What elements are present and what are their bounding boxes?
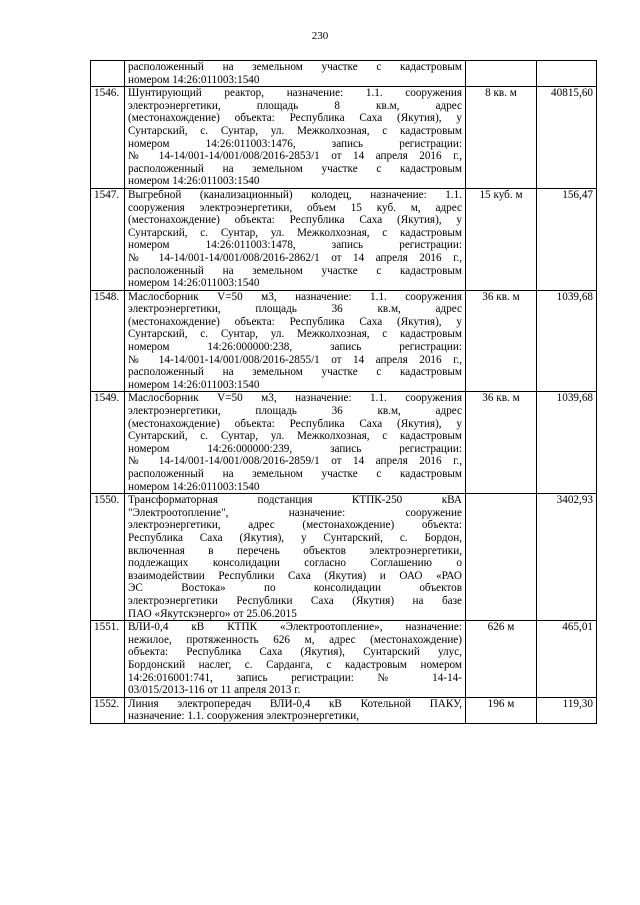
table-row <box>91 290 597 392</box>
description-line: расположенный на земельном участке с кадастровым <box>128 366 462 379</box>
description-line: электроэнергетики, площадь 36 кв.м, адрес <box>128 405 462 418</box>
description-line: номером 14:26:011003:1540 <box>128 277 260 290</box>
description-line: номером 14:26:011003:1540 <box>128 378 260 391</box>
object-quantity: 8 кв. м <box>466 87 537 189</box>
row-number: 1547. <box>91 188 125 290</box>
table-row <box>91 494 597 621</box>
table-row <box>91 697 597 723</box>
description-line: номером 14:26:011003:1540 <box>128 480 260 493</box>
description-line: ПАО «Якутскэнерго» от 25.06.2015 <box>128 607 297 620</box>
description-line: Линия электропередач ВЛИ-0,4 кВ Котельной ПАКУ, <box>128 697 462 710</box>
description-line: Сунтарский, с. Сунтар, ул. Межколхозная, с кадастровым <box>128 226 462 239</box>
description-line: электроэнергетики, адрес (местонахождение) объекта: <box>128 519 462 532</box>
description-line: расположенный на земельном участке с кадастровым <box>128 162 462 175</box>
object-description <box>125 697 466 723</box>
description-line: Сунтарский, с. Сунтар, ул. Межколхозная, с кадастровым <box>128 328 462 341</box>
object-cost: 465,01 <box>537 621 597 698</box>
description-line: расположенный на земельном участке с кадастровым <box>128 264 462 277</box>
registry-table-body <box>91 61 597 724</box>
object-description <box>125 188 466 290</box>
description-line: подлежащих консолидации согласно Соглашению о <box>128 557 462 570</box>
object-description <box>125 87 466 189</box>
object-quantity: 36 кв. м <box>466 290 537 392</box>
object-cost: 156,47 <box>537 188 597 290</box>
description-line: "Электроотопление", назначение: сооружение <box>128 506 462 519</box>
description-line: нежилое, протяженность 626 м, адрес (местонахождение) <box>128 633 462 646</box>
description-line: номером 14:26:011003:1540 <box>128 175 260 188</box>
description-line: (местонахождение) объекта: Республика Саха (Якутия), у <box>128 417 462 430</box>
description-line: назначение: 1.1. сооружения электроэнергетики, <box>128 710 360 723</box>
description-line: Республика Саха (Якутия), у Сунтарский, с. Бордон, <box>128 531 462 544</box>
object-quantity <box>466 61 537 87</box>
row-number: 1548. <box>91 290 125 392</box>
description-line: ВЛИ-0,4 кВ КТПК «Электроотопление», назначение: <box>128 621 462 634</box>
page-number: 230 <box>311 30 329 42</box>
description-line: ЭС Востока» по консолидации объектов <box>128 582 462 595</box>
description-line: сооружения электроэнергетики, объем 15 куб. м, адрес <box>128 201 462 214</box>
description-line: номером 14:26:000000:238, запись регистрации: <box>128 341 462 354</box>
object-quantity: 196 м <box>466 697 537 723</box>
table-row <box>91 87 597 189</box>
table-row <box>91 61 597 87</box>
description-line: Маслосборник V=50 м3, назначение: 1.1. сооружения <box>128 392 462 405</box>
object-cost: 1039,68 <box>537 392 597 494</box>
description-line: электроэнергетики Республики Саха (Якутия) на базе <box>128 594 462 607</box>
description-line: объекта: Республика Саха (Якутия), Сунтарский улус, <box>128 646 462 659</box>
row-number: 1552. <box>91 697 125 723</box>
object-quantity: 36 кв. м <box>466 392 537 494</box>
description-line: № 14-14/001-14/001/008/2016-2853/1 от 14 апреля 2016 г., <box>128 150 462 163</box>
description-line: номером 14:26:000000:239, запись регистрации: <box>128 442 462 455</box>
row-number <box>91 61 125 87</box>
table-row <box>91 621 597 698</box>
table-row <box>91 392 597 494</box>
description-line: 14:26:016001:741, запись регистрации: № 14-14- <box>128 671 462 684</box>
object-cost: 3402,93 <box>537 494 597 621</box>
object-cost: 1039,68 <box>537 290 597 392</box>
object-cost: 119,30 <box>537 697 597 723</box>
description-line: Сунтарский, с. Сунтар, ул. Межколхозная, с кадастровым <box>128 124 462 137</box>
object-description <box>125 621 466 698</box>
description-line: Бордонский наслег, с. Сарданга, с кадастровым номером <box>128 658 462 671</box>
description-line: № 14-14/001-14/001/008/2016-2862/1 от 14 апреля 2016 г., <box>128 251 462 264</box>
description-line: № 14-14/001-14/001/008/2016-2855/1 от 14 апреля 2016 г., <box>128 353 462 366</box>
object-quantity: 15 куб. м <box>466 188 537 290</box>
object-cost <box>537 61 597 87</box>
object-quantity <box>466 494 537 621</box>
description-line: 03/015/2013-116 от 11 апреля 2013 г. <box>128 684 301 697</box>
description-line: Маслосборник V=50 м3, назначение: 1.1. сооружения <box>128 290 462 303</box>
description-line: Шунтирующий реактор, назначение: 1.1. сооружения <box>128 87 462 100</box>
description-line: расположенный на земельном участке с кадастровым <box>128 61 462 73</box>
table-row <box>91 188 597 290</box>
description-line: номером 14:26:011003:1540 <box>128 73 260 86</box>
description-line: расположенный на земельном участке с кадастровым <box>128 468 462 480</box>
description-line: (местонахождение) объекта: Республика Саха (Якутия), у <box>128 214 462 227</box>
row-number: 1546. <box>91 87 125 189</box>
object-description <box>125 494 466 621</box>
description-line: Сунтарский, с. Сунтар, ул. Межколхозная, с кадастровым <box>128 430 462 443</box>
description-line: электроэнергетики, площадь 8 кв.м, адрес <box>128 99 462 112</box>
object-description <box>125 61 466 87</box>
object-description <box>125 290 466 392</box>
description-line: включенная в перечень объектов электроэнергетики, <box>128 544 462 557</box>
object-quantity: 626 м <box>466 621 537 698</box>
description-line: номером 14:26:011003:1478, запись регистрации: <box>128 239 462 252</box>
row-number: 1551. <box>91 621 125 698</box>
description-line: электроэнергетики, площадь 36 кв.м, адрес <box>128 303 462 316</box>
description-line: Выгребной (канализационный) колодец, назначение: 1.1. <box>128 188 462 201</box>
object-cost: 40815,60 <box>537 87 597 189</box>
description-line: (местонахождение) объекта: Республика Саха (Якутия), у <box>128 315 462 328</box>
registry-table <box>90 60 597 724</box>
row-number: 1549. <box>91 392 125 494</box>
description-line: Трансформаторная подстанция КТПК-250 кВА <box>128 494 462 507</box>
description-line: № 14-14/001-14/001/008/2016-2859/1 от 14 апреля 2016 г., <box>128 455 462 468</box>
object-description <box>125 392 466 494</box>
description-line: взаимодействии Республики Саха (Якутия) и ОАО «РАО <box>128 569 462 582</box>
row-number: 1550. <box>91 494 125 621</box>
description-line: номером 14:26:011003:1476, запись регистрации: <box>128 137 462 150</box>
description-line: (местонахождение) объекта: Республика Саха (Якутия), у <box>128 112 462 125</box>
